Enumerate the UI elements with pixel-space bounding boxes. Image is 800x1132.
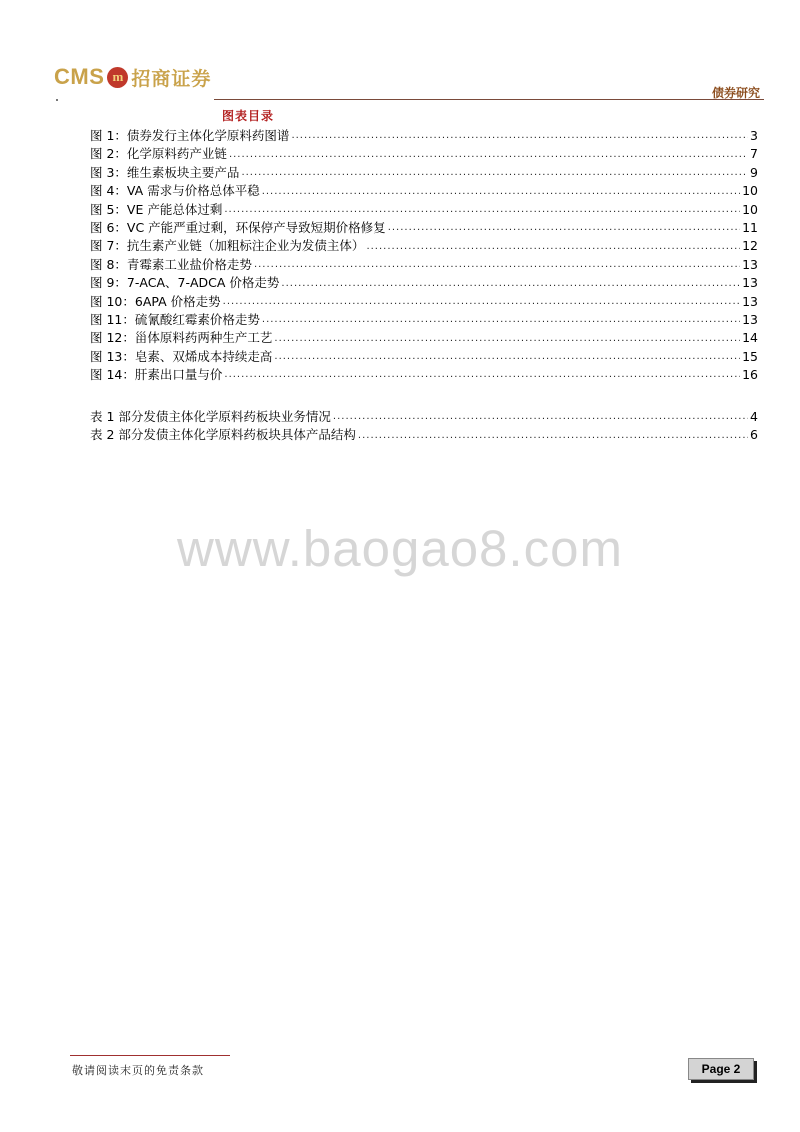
dot-leader [274,330,740,348]
entry-label: 图 8：青霉素工业盐价格走势 [90,256,252,272]
dot-leader [241,164,748,182]
watermark-text: www.baogao8.com [177,520,623,577]
header-dot [56,99,58,101]
dot-leader [224,201,740,219]
dot-leader [366,238,740,256]
toc-entry-table-2[interactable] [90,426,758,444]
dot-leader [254,256,740,274]
toc-entry-figure-7[interactable] [90,237,758,255]
toc-entry-figure-4[interactable] [90,182,758,200]
entry-page-number: 11 [742,219,758,235]
toc-entry-figure-9[interactable] [90,274,758,292]
dot-leader [262,183,740,201]
toc-entry-figure-2[interactable] [90,145,758,163]
toc-entry-table-1[interactable] [90,408,758,426]
dot-leader [333,408,748,426]
page-number-badge: Page 2 [688,1058,754,1080]
entry-page-number: 6 [750,427,758,443]
entry-page-number: 3 [750,127,758,143]
toc-entry-figure-8[interactable] [90,256,758,274]
entry-label: 图 14：肝素出口量与价 [90,367,223,383]
entry-page-number: 13 [742,293,758,309]
dot-leader [224,366,740,384]
entry-label: 图 10：6APA 价格走势 [90,293,221,309]
entry-label: 表 1 部分发债主体化学原料药板块业务情况 [90,408,331,424]
disclaimer-note: 敬请阅读末页的免责条款 [72,1064,204,1077]
toc-entry-figure-10[interactable] [90,293,758,311]
toc-entry-figure-12[interactable] [90,329,758,347]
table-list [90,408,758,445]
entry-label: 图 9：7-ACA、7-ADCA 价格走势 [90,275,280,291]
report-section-label: 债券研究 [711,86,760,100]
footer-divider [70,1055,230,1056]
toc-title: 图表目录 [222,109,275,123]
toc-entry-figure-14[interactable] [90,366,758,384]
dot-leader [291,127,748,145]
toc-entry-figure-3[interactable] [90,164,758,182]
entry-page-number: 13 [742,256,758,272]
dot-leader [223,293,740,311]
entry-page-number: 12 [742,238,758,254]
figure-list [90,127,758,384]
logo-mark-icon: m [107,67,128,88]
toc-entry-figure-6[interactable] [90,219,758,237]
toc-entry-figure-5[interactable] [90,201,758,219]
entry-label: 图 5：VE 产能总体过剩 [90,201,223,217]
entry-label: 图 12：甾体原料药两种生产工艺 [90,330,273,346]
toc-entry-figure-13[interactable] [90,348,758,366]
entry-page-number: 7 [750,146,758,162]
entry-label: 图 1：债券发行主体化学原料药图谱 [90,127,290,143]
company-logo [54,62,211,92]
entry-page-number: 16 [742,367,758,383]
entry-page-number: 15 [742,348,758,364]
header-divider [214,99,764,100]
entry-page-number: 9 [750,164,758,180]
entry-page-number: 13 [742,275,758,291]
entry-label: 图 6：VC 产能严重过剩，环保停产导致短期价格修复 [90,219,386,235]
entry-label: 图 11：硫氰酸红霉素价格走势 [90,311,260,327]
entry-page-number: 10 [742,183,758,199]
dot-leader [274,348,740,366]
entry-label: 图 2：化学原料药产业链 [90,146,227,162]
logo-company-name: 招商证券 [131,67,212,90]
dot-leader [229,146,748,164]
entry-page-number: 13 [742,311,758,327]
entry-page-number: 14 [742,330,758,346]
dot-leader [358,427,748,445]
entry-label: 表 2 部分发债主体化学原料药板块具体产品结构 [90,427,356,443]
dot-leader [388,219,740,237]
entry-page-number: 4 [750,408,758,424]
entry-label: 图 13：皂素、双烯成本持续走高 [90,348,273,364]
entry-page-number: 10 [742,201,758,217]
logo-cms-text: CMS [54,64,105,89]
toc-entry-figure-1[interactable] [90,127,758,145]
entry-label: 图 7：抗生素产业链（加粗标注企业为发债主体） [90,238,365,254]
dot-leader [262,311,740,329]
entry-label: 图 3：维生素板块主要产品 [90,164,240,180]
dot-leader [281,275,740,293]
entry-label: 图 4：VA 需求与价格总体平稳 [90,183,260,199]
toc-entry-figure-11[interactable] [90,311,758,329]
